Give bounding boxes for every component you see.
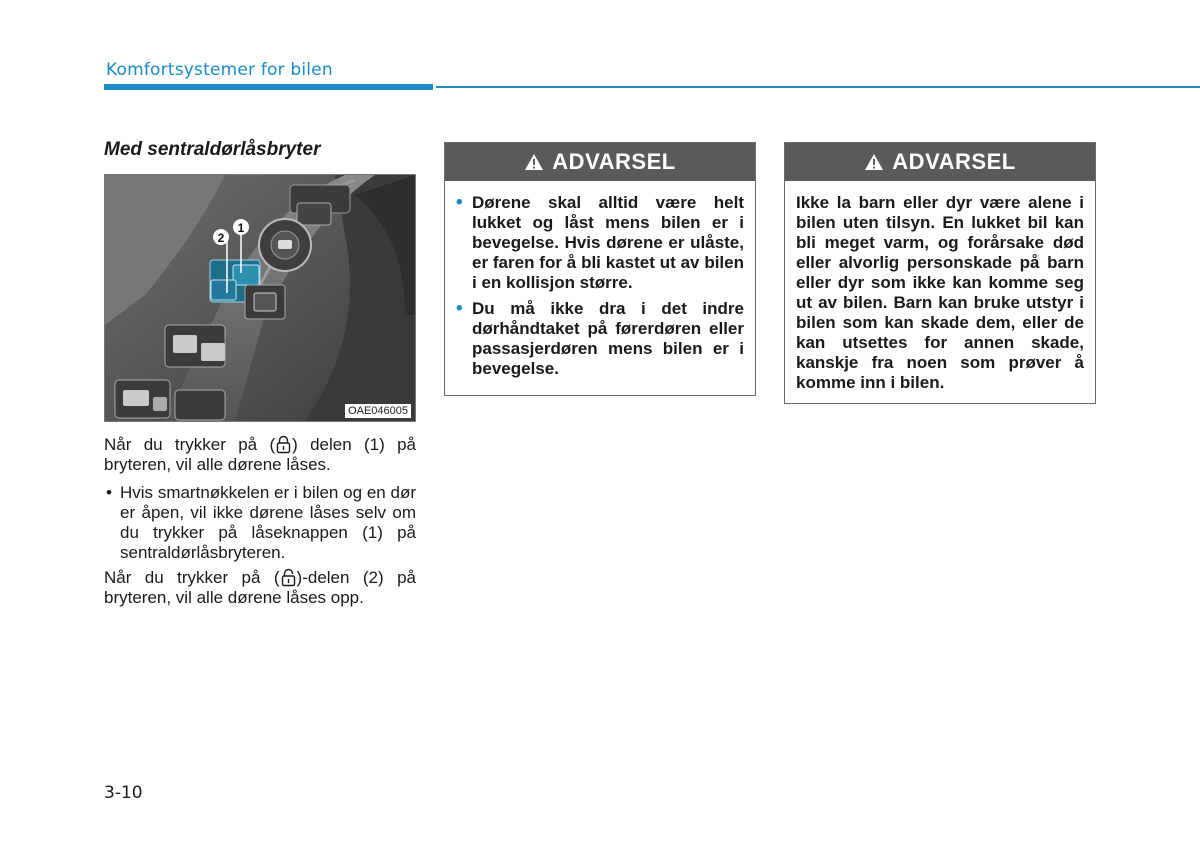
unlock-paragraph-end: )-delen (2) på bryteren, vil alle dørene låses opp. — [104, 568, 416, 607]
door-switch-figure — [104, 174, 416, 422]
header-accent-bar — [104, 84, 433, 90]
callout-2: 2 — [217, 231, 225, 245]
unlock-paragraph-start: Når du trykker på ( — [104, 568, 280, 587]
lock-paragraph — [104, 435, 416, 475]
section-title: Med sentraldørlåsbryter — [104, 139, 321, 160]
warning-title: ADVARSEL — [892, 149, 1016, 174]
callout-1: 1 — [237, 221, 245, 235]
warning-title: ADVARSEL — [552, 149, 676, 174]
unlock-paragraph — [104, 568, 416, 608]
page-number: 3-10 — [104, 783, 143, 803]
warning-box-children — [784, 142, 1096, 404]
section-header-title: Komfortsystemer for bilen — [106, 60, 333, 80]
warning-item: • Dørene skal alltid være helt lukket og låst mens bilen er i bevegelse. Hvis dørene er ulåste, er faren for å bli kastet ut av bilen i en kollisjon større. — [456, 193, 744, 293]
header-rule — [436, 86, 1200, 88]
door-panel-illustration — [105, 175, 415, 421]
lock-closed-icon — [275, 435, 292, 454]
lock-open-icon — [280, 568, 297, 587]
warning-header — [785, 143, 1095, 181]
warning-box-doors — [444, 142, 756, 396]
figure-code: OAE046005 — [345, 404, 411, 418]
lock-paragraph-start: Når du trykker på ( — [104, 435, 276, 454]
warning-triangle-icon — [864, 153, 884, 171]
warning-triangle-icon — [524, 153, 544, 171]
smartkey-bullet: • Hvis smartnøkkelen er i bilen og en dør er åpen, vil ikke dørene låses selv om du trykker på låseknappen (1) på sentraldørlåsbryteren. — [104, 483, 416, 563]
lock-paragraph-end: ) delen (1) på bryteren, vil alle dørene låses. — [104, 435, 416, 474]
warning-body — [445, 181, 755, 395]
warning-body: Ikke la barn eller dyr være alene i bilen uten tilsyn. En lukket bil kan bli meget varm, og forårsake død eller alvorlig personskade på barn eller dyr som ikke kan komme seg ut av bilen. Barn kan bruke utstyr i bilen som kan skade dem, eller de kan utsettes for annen skade, kanskje fra noen som prøver å komme inn i bilen. — [796, 193, 1084, 392]
warning-item: • Du må ikke dra i det indre dørhåndtaket på førerdøren eller passasjerdøren mens bilen er i bevegelse. — [456, 299, 744, 379]
warning-header — [445, 143, 755, 181]
